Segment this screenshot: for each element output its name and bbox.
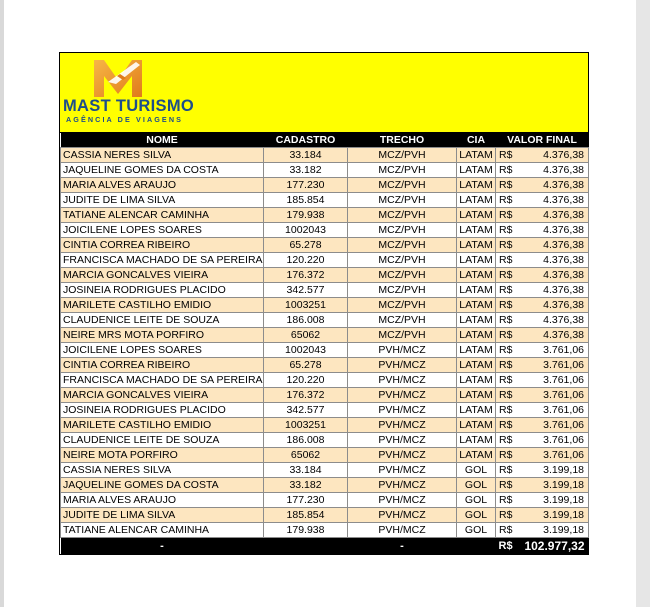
cell-valor: 4.376,38	[520, 208, 589, 223]
cell-currency: R$	[496, 478, 520, 493]
cell-trecho: PVH/MCZ	[348, 358, 457, 373]
table-row	[61, 253, 589, 268]
cell-cia: LATAM	[457, 268, 496, 283]
cell-cadastro: 342.577	[264, 403, 348, 418]
cell-cia: LATAM	[457, 298, 496, 313]
cell-trecho: MCZ/PVH	[348, 313, 457, 328]
cell-valor: 3.199,18	[520, 493, 589, 508]
footer-nome: -	[61, 538, 264, 555]
cell-trecho: PVH/MCZ	[348, 343, 457, 358]
cell-valor: 3.199,18	[520, 463, 589, 478]
cell-currency: R$	[496, 283, 520, 298]
table-row	[61, 388, 589, 403]
cell-trecho: MCZ/PVH	[348, 223, 457, 238]
page-left-edge	[0, 0, 4, 607]
cell-nome: MARIA ALVES ARAUJO	[61, 178, 264, 193]
cell-nome: TATIANE ALENCAR CAMINHA	[61, 208, 264, 223]
cell-cia: LATAM	[457, 433, 496, 448]
cell-cadastro: 1003251	[264, 418, 348, 433]
table-row	[61, 493, 589, 508]
cell-currency: R$	[496, 313, 520, 328]
cell-currency: R$	[496, 508, 520, 523]
cell-cia: LATAM	[457, 148, 496, 163]
table-row	[61, 193, 589, 208]
cell-valor: 4.376,38	[520, 313, 589, 328]
cell-cadastro: 33.184	[264, 148, 348, 163]
cell-valor: 4.376,38	[520, 193, 589, 208]
cell-cadastro: 176.372	[264, 268, 348, 283]
cell-nome: MARILETE CASTILHO EMIDIO	[61, 298, 264, 313]
cell-trecho: PVH/MCZ	[348, 433, 457, 448]
cell-cia: GOL	[457, 493, 496, 508]
cell-trecho: PVH/MCZ	[348, 463, 457, 478]
cell-valor: 4.376,38	[520, 223, 589, 238]
cell-currency: R$	[496, 463, 520, 478]
page-right-edge	[636, 0, 650, 607]
header-cadastro: CADASTRO	[264, 133, 348, 148]
cell-trecho: PVH/MCZ	[348, 373, 457, 388]
cell-cadastro: 185.854	[264, 193, 348, 208]
cell-cia: LATAM	[457, 373, 496, 388]
cell-cia: GOL	[457, 523, 496, 538]
cell-cadastro: 179.938	[264, 208, 348, 223]
cell-cadastro: 179.938	[264, 523, 348, 538]
cell-currency: R$	[496, 388, 520, 403]
cell-currency: R$	[496, 253, 520, 268]
cell-trecho: MCZ/PVH	[348, 238, 457, 253]
table-row	[61, 373, 589, 388]
cell-nome: JOSINEIA RODRIGUES PLACIDO	[61, 283, 264, 298]
cell-cadastro: 33.182	[264, 478, 348, 493]
cell-currency: R$	[496, 148, 520, 163]
cell-currency: R$	[496, 223, 520, 238]
cell-valor: 4.376,38	[520, 328, 589, 343]
table-row	[61, 523, 589, 538]
cell-nome: JOICILENE LOPES SOARES	[61, 343, 264, 358]
cell-nome: TATIANE ALENCAR CAMINHA	[61, 523, 264, 538]
table-row	[61, 163, 589, 178]
cell-cadastro: 186.008	[264, 313, 348, 328]
footer-trecho: -	[348, 538, 457, 555]
cell-nome: CINTIA CORREA RIBEIRO	[61, 238, 264, 253]
cell-cia: LATAM	[457, 358, 496, 373]
cell-nome: JAQUELINE GOMES DA COSTA	[61, 478, 264, 493]
cell-nome: FRANCISCA MACHADO DE SA PEREIRA	[61, 253, 264, 268]
table-row	[61, 448, 589, 463]
cell-cadastro: 186.008	[264, 433, 348, 448]
cell-nome: CLAUDENICE LEITE DE SOUZA	[61, 433, 264, 448]
cell-valor: 3.761,06	[520, 358, 589, 373]
cell-cia: LATAM	[457, 448, 496, 463]
cell-trecho: PVH/MCZ	[348, 523, 457, 538]
cell-currency: R$	[496, 238, 520, 253]
cell-valor: 3.199,18	[520, 478, 589, 493]
cell-valor: 3.199,18	[520, 523, 589, 538]
cell-trecho: MCZ/PVH	[348, 208, 457, 223]
cell-trecho: MCZ/PVH	[348, 163, 457, 178]
cell-trecho: MCZ/PVH	[348, 253, 457, 268]
cell-currency: R$	[496, 163, 520, 178]
document-sheet	[59, 52, 589, 555]
cell-valor: 4.376,38	[520, 283, 589, 298]
footer-total: 102.977,32	[520, 538, 589, 555]
table-row	[61, 463, 589, 478]
cell-valor: 3.761,06	[520, 418, 589, 433]
table-row	[61, 403, 589, 418]
cell-cadastro: 33.182	[264, 163, 348, 178]
table-footer-row	[61, 538, 589, 555]
cell-cadastro: 342.577	[264, 283, 348, 298]
cell-valor: 4.376,38	[520, 268, 589, 283]
cell-nome: CASSIA NERES SILVA	[61, 463, 264, 478]
header-nome: NOME	[61, 133, 264, 148]
cell-cadastro: 176.372	[264, 388, 348, 403]
cell-cadastro: 1002043	[264, 223, 348, 238]
cell-currency: R$	[496, 193, 520, 208]
cell-trecho: PVH/MCZ	[348, 493, 457, 508]
passenger-table	[60, 133, 589, 554]
cell-cia: LATAM	[457, 178, 496, 193]
table-row	[61, 358, 589, 373]
cell-cadastro: 177.230	[264, 493, 348, 508]
cell-currency: R$	[496, 178, 520, 193]
cell-trecho: PVH/MCZ	[348, 418, 457, 433]
cell-cadastro: 185.854	[264, 508, 348, 523]
cell-currency: R$	[496, 298, 520, 313]
cell-nome: JAQUELINE GOMES DA COSTA	[61, 163, 264, 178]
cell-nome: MARIA ALVES ARAUJO	[61, 493, 264, 508]
cell-nome: JOICILENE LOPES SOARES	[61, 223, 264, 238]
table-row	[61, 328, 589, 343]
cell-nome: MARCIA GONCALVES VIEIRA	[61, 388, 264, 403]
cell-currency: R$	[496, 208, 520, 223]
table-row	[61, 418, 589, 433]
cell-cadastro: 177.230	[264, 178, 348, 193]
cell-nome: JUDITE DE LIMA SILVA	[61, 193, 264, 208]
cell-trecho: MCZ/PVH	[348, 328, 457, 343]
cell-nome: MARILETE CASTILHO EMIDIO	[61, 418, 264, 433]
cell-valor: 3.761,06	[520, 388, 589, 403]
cell-trecho: MCZ/PVH	[348, 178, 457, 193]
header-trecho: TRECHO	[348, 133, 457, 148]
cell-cadastro: 65.278	[264, 358, 348, 373]
footer-currency: R$	[496, 538, 520, 555]
mast-logo-icon	[90, 56, 146, 98]
cell-nome: JUDITE DE LIMA SILVA	[61, 508, 264, 523]
cell-cia: LATAM	[457, 388, 496, 403]
table-row	[61, 508, 589, 523]
table-row	[61, 343, 589, 358]
cell-currency: R$	[496, 523, 520, 538]
table-row	[61, 238, 589, 253]
table-header-row	[61, 133, 589, 148]
cell-trecho: PVH/MCZ	[348, 478, 457, 493]
cell-currency: R$	[496, 433, 520, 448]
cell-currency: R$	[496, 373, 520, 388]
cell-valor: 3.761,06	[520, 448, 589, 463]
cell-cia: LATAM	[457, 193, 496, 208]
table-row	[61, 268, 589, 283]
cell-nome: CASSIA NERES SILVA	[61, 148, 264, 163]
cell-currency: R$	[496, 358, 520, 373]
cell-nome: MARCIA GONCALVES VIEIRA	[61, 268, 264, 283]
cell-currency: R$	[496, 493, 520, 508]
header-cia: CIA	[457, 133, 496, 148]
cell-currency: R$	[496, 268, 520, 283]
cell-cadastro: 65062	[264, 328, 348, 343]
cell-cia: LATAM	[457, 418, 496, 433]
cell-valor: 3.761,06	[520, 373, 589, 388]
cell-cia: GOL	[457, 463, 496, 478]
cell-currency: R$	[496, 418, 520, 433]
cell-trecho: MCZ/PVH	[348, 268, 457, 283]
cell-valor: 4.376,38	[520, 238, 589, 253]
cell-trecho: PVH/MCZ	[348, 388, 457, 403]
cell-trecho: PVH/MCZ	[348, 448, 457, 463]
cell-cia: LATAM	[457, 313, 496, 328]
cell-cia: LATAM	[457, 223, 496, 238]
cell-valor: 4.376,38	[520, 253, 589, 268]
cell-currency: R$	[496, 403, 520, 418]
cell-nome: NEIRE MRS MOTA PORFIRO	[61, 328, 264, 343]
cell-trecho: PVH/MCZ	[348, 403, 457, 418]
cell-valor: 3.761,06	[520, 433, 589, 448]
table-row	[61, 313, 589, 328]
cell-cadastro: 120.220	[264, 373, 348, 388]
footer-empty-cadastro	[264, 538, 348, 555]
cell-trecho: PVH/MCZ	[348, 508, 457, 523]
table-row	[61, 223, 589, 238]
brand-name: MAST TURISMO	[63, 97, 195, 115]
cell-cia: LATAM	[457, 343, 496, 358]
cell-cia: LATAM	[457, 208, 496, 223]
cell-cadastro: 33.184	[264, 463, 348, 478]
cell-cadastro: 1003251	[264, 298, 348, 313]
cell-nome: FRANCISCA MACHADO DE SA PEREIRA	[61, 373, 264, 388]
brand-subtitle: AGÊNCIA DE VIAGENS	[66, 115, 184, 124]
cell-currency: R$	[496, 343, 520, 358]
table-row	[61, 208, 589, 223]
cell-cadastro: 120.220	[264, 253, 348, 268]
cell-valor: 3.761,06	[520, 403, 589, 418]
cell-nome: JOSINEIA RODRIGUES PLACIDO	[61, 403, 264, 418]
cell-valor: 4.376,38	[520, 148, 589, 163]
cell-valor: 4.376,38	[520, 163, 589, 178]
footer-empty-cia	[457, 538, 496, 555]
cell-trecho: MCZ/PVH	[348, 193, 457, 208]
cell-nome: CINTIA CORREA RIBEIRO	[61, 358, 264, 373]
table-row	[61, 433, 589, 448]
cell-valor: 3.199,18	[520, 508, 589, 523]
cell-valor: 4.376,38	[520, 178, 589, 193]
cell-cadastro: 1002043	[264, 343, 348, 358]
header-valor-final: VALOR FINAL	[496, 133, 589, 148]
table-row	[61, 478, 589, 493]
brand-banner	[60, 53, 588, 133]
cell-currency: R$	[496, 448, 520, 463]
cell-trecho: MCZ/PVH	[348, 148, 457, 163]
cell-valor: 4.376,38	[520, 298, 589, 313]
cell-nome: NEIRE MOTA PORFIRO	[61, 448, 264, 463]
cell-valor: 3.761,06	[520, 343, 589, 358]
cell-cia: GOL	[457, 478, 496, 493]
table-row	[61, 178, 589, 193]
cell-cia: LATAM	[457, 163, 496, 178]
table-row	[61, 148, 589, 163]
cell-cia: LATAM	[457, 253, 496, 268]
cell-trecho: MCZ/PVH	[348, 283, 457, 298]
cell-nome: CLAUDENICE LEITE DE SOUZA	[61, 313, 264, 328]
table-body	[61, 148, 589, 538]
cell-cia: GOL	[457, 508, 496, 523]
table-row	[61, 298, 589, 313]
cell-cia: LATAM	[457, 283, 496, 298]
table-row	[61, 283, 589, 298]
cell-cia: LATAM	[457, 328, 496, 343]
cell-trecho: MCZ/PVH	[348, 298, 457, 313]
cell-cia: LATAM	[457, 403, 496, 418]
cell-cadastro: 65.278	[264, 238, 348, 253]
cell-cadastro: 65062	[264, 448, 348, 463]
cell-currency: R$	[496, 328, 520, 343]
cell-cia: LATAM	[457, 238, 496, 253]
